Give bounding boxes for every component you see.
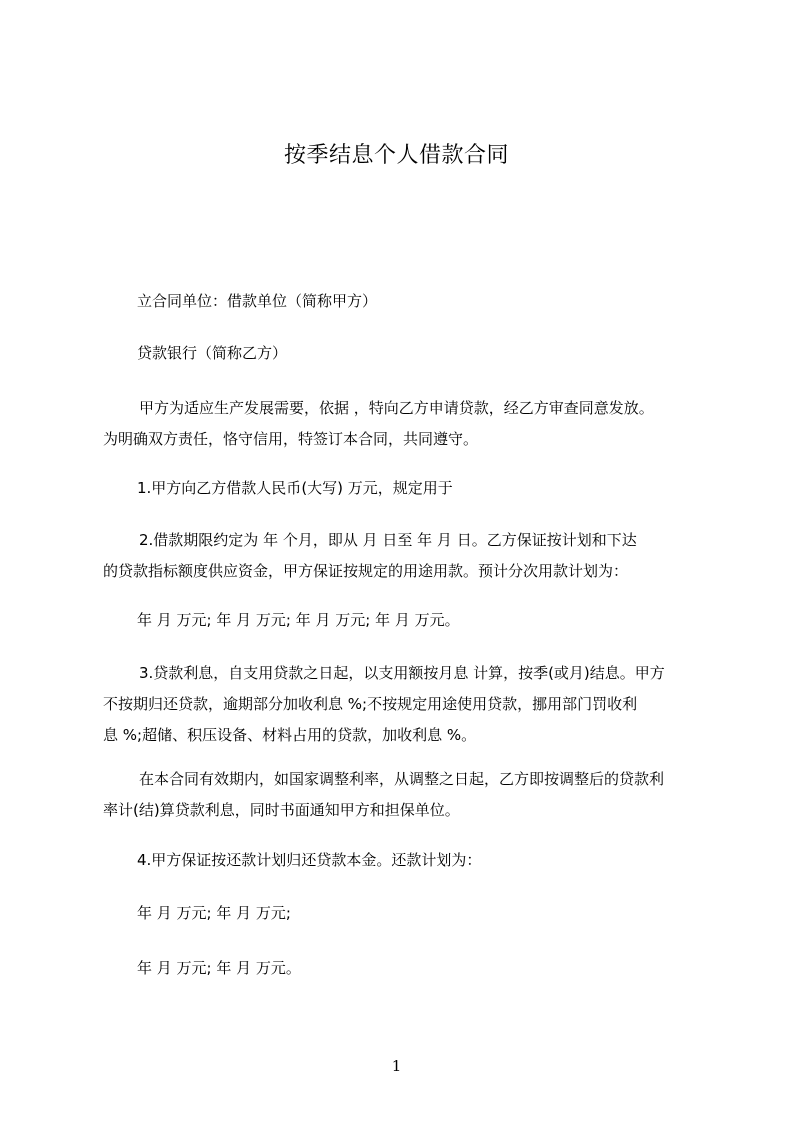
repayment-schedule-part-2 [103, 953, 703, 984]
paragraph-line: 率计(结)算贷款利息，同时书面通知甲方和担保单位。 [103, 801, 460, 819]
drawdown-schedule [103, 605, 703, 636]
clause-2-loan-term [103, 525, 703, 587]
clause-3-interest [103, 658, 703, 751]
paragraph-line: 年 月 万元; 年 月 万元; 年 月 万元; 年 月 万元。 [137, 611, 460, 629]
clause-1-loan-amount [103, 473, 703, 504]
paragraph-rate-adjustment [103, 764, 703, 826]
paragraph-line: 的贷款指标额度供应资金，甲方保证按规定的用途用款。预计分次用款计划为： [103, 562, 629, 580]
repayment-schedule-part-1 [103, 898, 703, 929]
paragraph-line: 甲方为适应生产发展需要，依据 ，特向乙方申请贷款，经乙方审查同意发放。 [139, 399, 654, 417]
paragraph-preamble [103, 393, 703, 455]
paragraph-lender-bank [103, 338, 703, 369]
paragraph-line: 年 月 万元; 年 月 万元。 [137, 959, 301, 977]
paragraph-contract-parties [103, 286, 703, 317]
paragraph-line: 为明确双方责任，恪守信用，特签订本合同，共同遵守。 [103, 430, 479, 448]
paragraph-line: 年 月 万元; 年 月 万元; [137, 904, 291, 922]
paragraph-line: 立合同单位：借款单位（简称甲方） [137, 292, 378, 310]
paragraph-line: 在本合同有效期内，如国家调整利率，从调整之日起，乙方即按调整后的贷款利 [139, 770, 665, 788]
paragraph-line: 2.借款期限约定为 年 个月，即从 月 日至 年 月 日。乙方保证按计划和下达 [139, 531, 637, 549]
paragraph-line: 1.甲方向乙方借款人民币(大写) 万元，规定用于 [137, 479, 453, 497]
paragraph-line: 不按期归还贷款，逾期部分加收利息 %;不按规定用途使用贷款，挪用部门罚收利 [103, 695, 638, 713]
paragraph-line: 息 %;超储、积压设备、材料占用的贷款，加收利息 %。 [103, 726, 477, 744]
paragraph-line: 3.贷款利息，自支用贷款之日起，以支用额按月息 计算，按季(或月)结息。甲方 [139, 664, 665, 682]
document-title: 按季结息个人借款合同 [283, 143, 509, 168]
paragraph-line: 4.甲方保证按还款计划归还贷款本金。还款计划为： [137, 851, 482, 869]
paragraph-line: 贷款银行（简称乙方） [137, 344, 288, 362]
page-number: 1 [391, 1057, 402, 1075]
clause-4-repayment [103, 845, 703, 876]
